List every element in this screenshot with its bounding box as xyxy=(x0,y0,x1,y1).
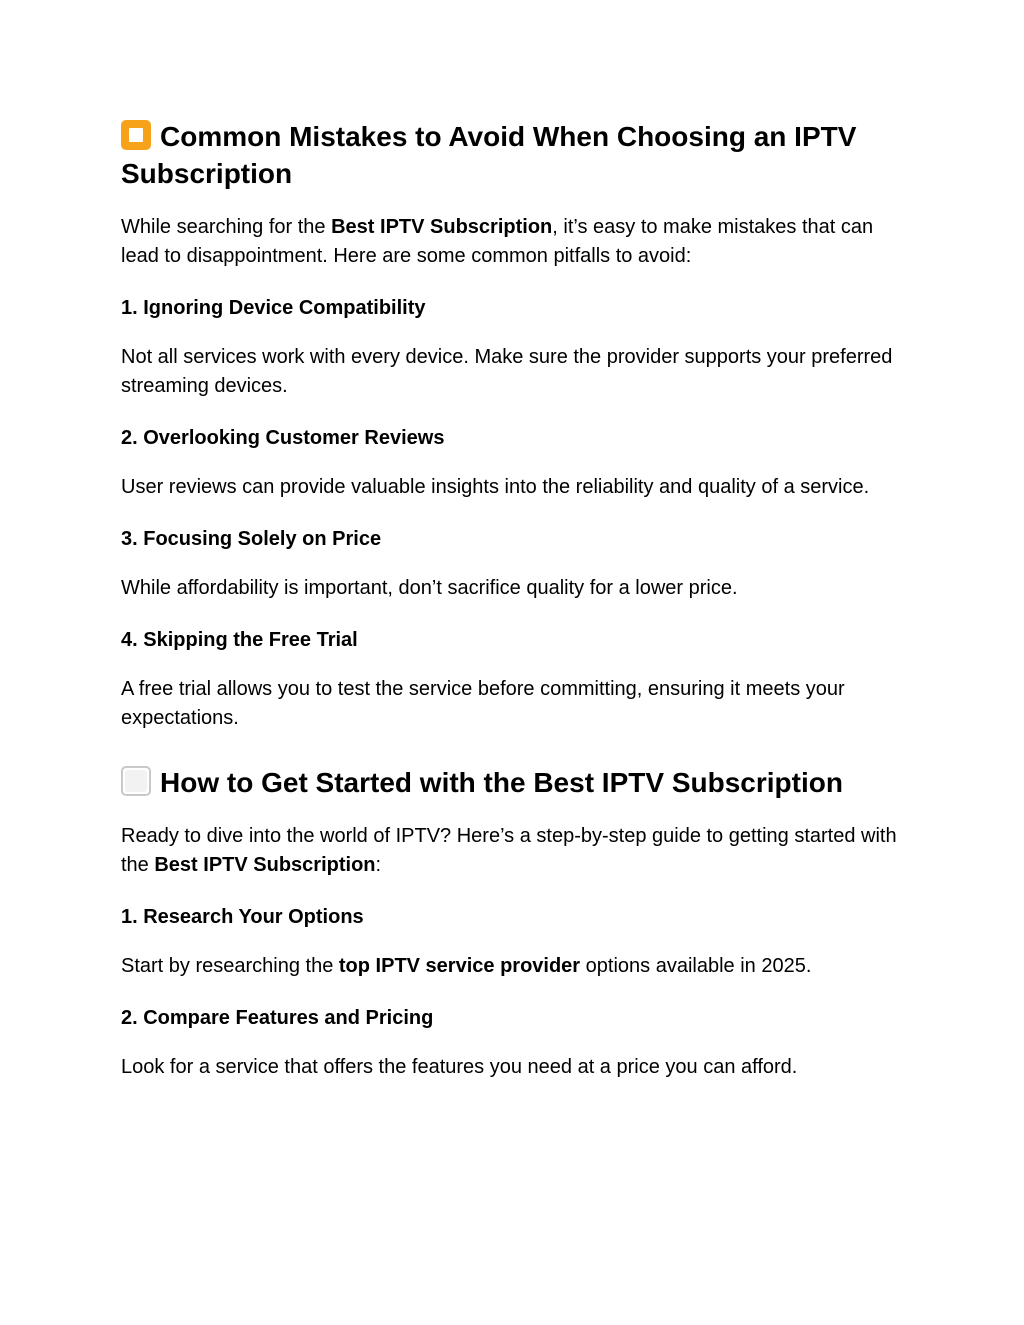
white-square-icon xyxy=(121,766,151,796)
item-title: 2. Compare Features and Pricing xyxy=(121,1007,434,1029)
orange-square-icon xyxy=(121,120,151,150)
item-title: 3. Focusing Solely on Price xyxy=(121,528,382,550)
section-heading-common-mistakes xyxy=(121,118,911,192)
intro-bold: Best IPTV Subscription xyxy=(154,854,376,876)
item-text-bold: top IPTV service provider xyxy=(338,955,581,977)
item-title: 1. Ignoring Device Compatibility xyxy=(121,297,426,319)
heading-text: Common Mistakes to Avoid When Choosing an IPTV Subscription xyxy=(121,121,857,189)
intro-text-end: , it’s easy to make mistakes that can lead to disappointment. Here are some common pitfalls to avoid: xyxy=(121,216,874,267)
document-page xyxy=(121,118,911,1082)
item-text-end: options available in 2025. xyxy=(580,955,812,977)
item-text: Look for a service that offers the features you need at a price you can afford. xyxy=(121,1056,798,1078)
item-title: 2. Overlooking Customer Reviews xyxy=(121,427,445,449)
item-title: 4. Skipping the Free Trial xyxy=(121,629,358,651)
item-text: Not all services work with every device. Make sure the provider supports your preferred streaming devices. xyxy=(121,346,893,397)
intro-text-end: : xyxy=(375,854,382,876)
intro-paragraph xyxy=(121,213,911,271)
item-title: 1. Research Your Options xyxy=(121,906,364,928)
intro-paragraph xyxy=(121,822,911,880)
section-heading-get-started xyxy=(121,764,911,801)
item-text: A free trial allows you to test the service before committing, ensuring it meets your expectations. xyxy=(121,678,845,729)
item-text xyxy=(121,952,911,981)
intro-text: While searching for the xyxy=(121,216,332,238)
intro-text: Ready to dive into the world of IPTV? Here’s a step-by-step guide to getting started with the xyxy=(121,825,897,876)
intro-bold: Best IPTV Subscription xyxy=(331,216,553,238)
item-text: User reviews can provide valuable insights into the reliability and quality of a service. xyxy=(121,476,870,498)
item-text-start: Start by researching the xyxy=(121,955,339,977)
item-text: While affordability is important, don’t sacrifice quality for a lower price. xyxy=(121,577,738,599)
heading-text: How to Get Started with the Best IPTV Subscription xyxy=(160,767,843,798)
